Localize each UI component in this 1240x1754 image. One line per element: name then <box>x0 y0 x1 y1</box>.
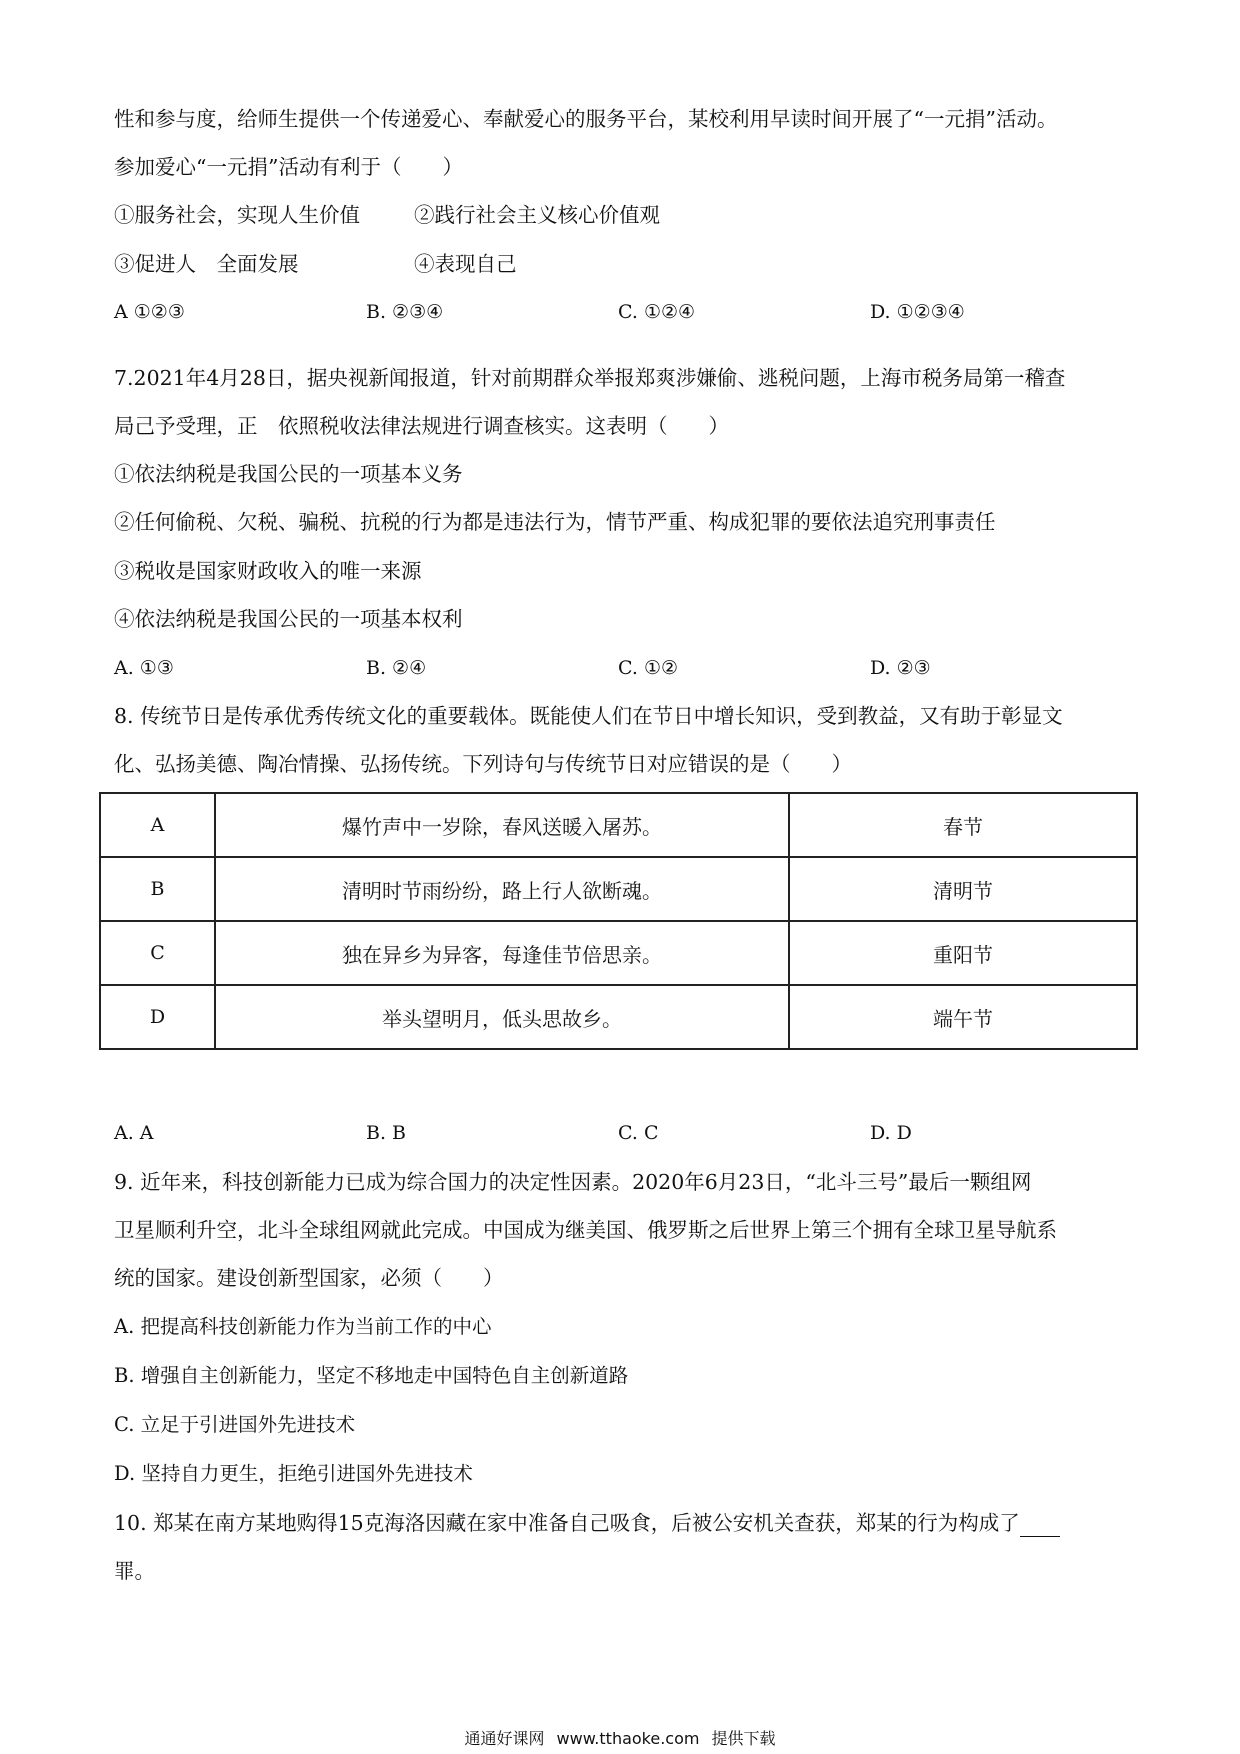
q6-stem-line-1: 性和参与度，给师生提供一个传递爱心、奉献爱心的服务平台，某校利用早读时间开展了“一元捐”活动。 <box>114 107 1058 131</box>
answer-blank[interactable] <box>1020 1514 1060 1537</box>
q9-option-b[interactable]: B. 增强自主创新能力，坚定不移地走中国特色自主创新道路 <box>114 1364 629 1387</box>
q9-stem-line-1: 9. 近年来，科技创新能力已成为综合国力的决定性因素。2020年6月23日，“北斗三号”最后一颗组网 <box>114 1170 1032 1194</box>
q6-stem-line-2: 参加爱心“一元捐”活动有利于（ ） <box>114 155 463 179</box>
q10-stem-text: 10. 郑某在南方某地购得15克海洛因藏在家中准备自己吸食，后被公安机关查获，郑某的行为构成了 <box>114 1511 1020 1535</box>
q7-item-3: ③税收是国家财政收入的唯一来源 <box>114 559 422 583</box>
q7-item-1: ①依法纳税是我国公民的一项基本义务 <box>114 462 463 486</box>
q10-stem-line-1 <box>114 1509 1060 1537</box>
q9-option-c[interactable]: C. 立足于引进国外先进技术 <box>114 1413 356 1436</box>
row-label: A <box>100 793 215 857</box>
q7-item-2: ②任何偷税、欠税、骗税、抗税的行为都是违法行为，情节严重、构成犯罪的要依法追究刑事责任 <box>114 510 996 534</box>
q9-option-a[interactable]: A. 把提高科技创新能力作为当前工作的中心 <box>114 1315 492 1338</box>
q7-stem-line-1: 7.2021年4月28日，据央视新闻报道，针对前期群众举报郑爽涉嫌偷、逃税问题，上海市税务局第一稽查 <box>114 366 1066 390</box>
festival-cell: 端午节 <box>789 985 1137 1049</box>
footer-site-name: 通通好课网 <box>464 1729 545 1748</box>
q7-stem-line-2: 局己予受理，正 依照税收法律法规进行调查核实。这表明（ ） <box>114 414 729 438</box>
q10-stem-line-2: 罪。 <box>114 1559 155 1583</box>
row-label: D <box>100 985 215 1049</box>
q8-stem-line-2: 化、弘扬美德、陶冶情操、弘扬传统。下列诗句与传统节日对应错误的是（ ） <box>114 752 852 776</box>
q9-stem-line-3: 统的国家。建设创新型国家，必须（ ） <box>114 1266 504 1290</box>
poem-cell: 爆竹声中一岁除，春风送暖入屠苏。 <box>215 793 789 857</box>
row-label: B <box>100 857 215 921</box>
table-row <box>100 921 1137 985</box>
q6-option-a[interactable]: A ①②③ <box>114 301 185 323</box>
q8-option-b[interactable]: B. B <box>366 1122 407 1144</box>
q7-option-b[interactable]: B. ②④ <box>366 657 427 679</box>
footer-note: 提供下载 <box>711 1729 776 1748</box>
q9-stem-line-2: 卫星顺利升空，北斗全球组网就此完成。中国成为继美国、俄罗斯之后世界上第三个拥有全球卫星导航系 <box>114 1218 1057 1242</box>
q8-options <box>114 1119 1134 1147</box>
q6-option-b[interactable]: B. ②③④ <box>366 301 444 323</box>
poem-cell: 独在异乡为异客，每逢佳节倍思亲。 <box>215 921 789 985</box>
q7-option-c[interactable]: C. ①② <box>618 657 679 679</box>
q6-option-c[interactable]: C. ①②④ <box>618 301 696 323</box>
q6-item-1: ①服务社会，实现人生价值 <box>114 203 360 227</box>
poem-cell: 清明时节雨纷纷，路上行人欲断魂。 <box>215 857 789 921</box>
q8-option-c[interactable]: C. C <box>618 1122 659 1144</box>
q7-item-4: ④依法纳税是我国公民的一项基本权利 <box>114 607 463 631</box>
q6-item-3: ③促进人 全面发展 <box>114 252 299 276</box>
festival-cell: 重阳节 <box>789 921 1137 985</box>
q8-poem-festival-table <box>99 792 1138 1050</box>
footer-url[interactable]: www.tthaoke.com <box>556 1729 700 1748</box>
q6-option-d[interactable]: D. ①②③④ <box>870 301 965 323</box>
q6-options <box>114 298 1134 326</box>
q8-stem-line-1: 8. 传统节日是传承优秀传统文化的重要载体。既能使人们在节日中增长知识，受到教益，又有助于彰显文 <box>114 704 1063 728</box>
table-row <box>100 985 1137 1049</box>
q7-options <box>114 654 1134 682</box>
festival-cell: 春节 <box>789 793 1137 857</box>
q8-option-d[interactable]: D. D <box>870 1122 912 1144</box>
q7-option-a[interactable]: A. ①③ <box>114 657 174 679</box>
page-footer <box>0 1726 1240 1749</box>
table-row <box>100 793 1137 857</box>
row-label: C <box>100 921 215 985</box>
q6-item-4: ④表现自己 <box>414 252 517 276</box>
q8-option-a[interactable]: A. A <box>114 1122 154 1144</box>
poem-cell: 举头望明月，低头思故乡。 <box>215 985 789 1049</box>
q9-option-d[interactable]: D. 坚持自力更生，拒绝引进国外先进技术 <box>114 1462 473 1485</box>
q6-item-2: ②践行社会主义核心价值观 <box>414 203 660 227</box>
table-row <box>100 857 1137 921</box>
q7-option-d[interactable]: D. ②③ <box>870 657 931 679</box>
festival-cell: 清明节 <box>789 857 1137 921</box>
